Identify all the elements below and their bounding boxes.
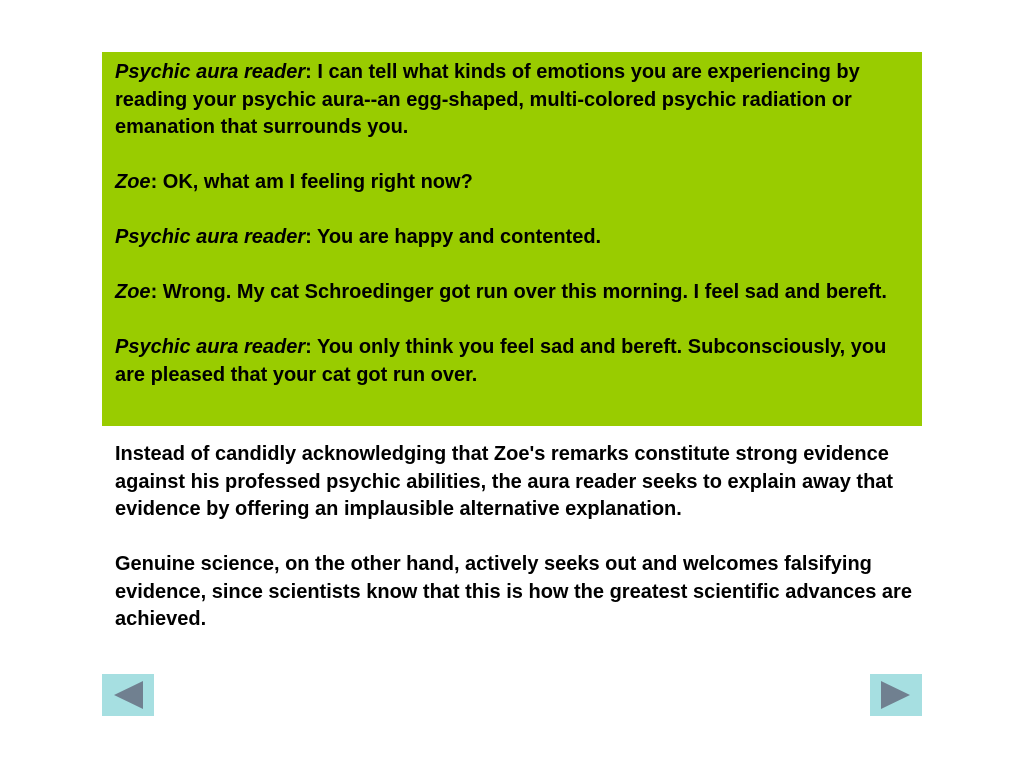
commentary-paragraph: Genuine science, on the other hand, actively seeks out and welcomes falsifying evidence, since scientists know that this is how the greatest scientific advances are achieved. [115,553,912,630]
speaker-name: Psychic aura reader [115,336,306,358]
previous-slide-button[interactable] [102,674,154,716]
dialogue-line [115,59,910,142]
dialogue-line [115,334,910,389]
triangle-right-icon [870,674,922,716]
triangle-left-icon [102,674,154,716]
next-slide-button[interactable] [870,674,922,716]
commentary [115,441,915,634]
commentary-paragraph: Instead of candidly acknowledging that Zoe's remarks constitute strong evidence against his professed psychic abilities, the aura reader seeks to explain away that evidence by offering an implausible alternative explanation. [115,443,894,520]
dialogue-text: : Wrong. My cat Schroedinger got run over this morning. I feel sad and bereft. [150,281,887,303]
speaker-name: Zoe [115,171,151,193]
speaker-name: Psychic aura reader [115,226,306,248]
dialogue-line [115,224,910,252]
dialogue-line [115,169,910,197]
speaker-name: Zoe [115,281,151,303]
speaker-name: Psychic aura reader [115,61,306,83]
dialogue-text: : OK, what am I feeling right now? [150,171,473,193]
dialogue-text: : You only think you feel sad and bereft. Subconsciously, you are pleased that your cat got run over. [115,336,887,386]
dialogue-text: : You are happy and contented. [305,226,602,248]
dialogue-line [115,279,910,307]
dialogue-text: : I can tell what kinds of emotions you are experiencing by reading your psychic aura--an egg-shaped, multi-colored psychic radiation or emanation that surrounds you. [115,61,860,138]
dialogue-box [102,52,922,426]
